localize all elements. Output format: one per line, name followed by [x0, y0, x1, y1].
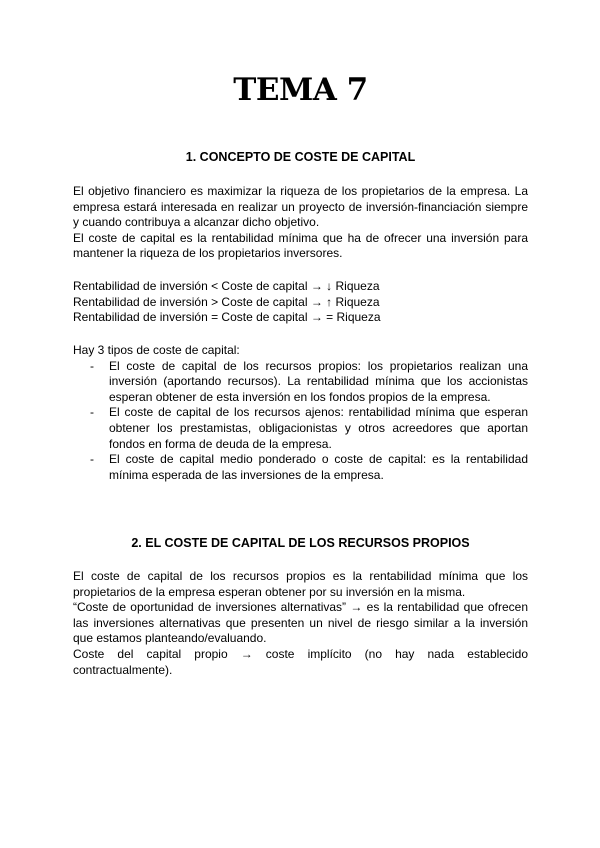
section1-intro [73, 184, 528, 262]
riqueza-rules [73, 279, 528, 326]
section2-paragraph-3: Coste del capital propio → coste implícito (no hay nada establecido contractualmente). [73, 646, 528, 677]
section2-body [73, 569, 528, 678]
rule-line: Rentabilidad de inversión = Coste de capital → = Riqueza [73, 310, 381, 325]
dash-bullet: - [90, 358, 94, 373]
list-item: - El coste de capital medio ponderado o coste de capital: es la rentabilidad mínima esperada de las inversiones de la empresa. [90, 452, 528, 482]
section1-heading: 1. CONCEPTO DE COSTE DE CAPITAL [185, 150, 416, 164]
types-intro: Hay 3 tipos de coste de capital: [73, 343, 240, 357]
list-item: - El coste de capital de los recursos ajenos: rentabilidad mínima que esperan obtener los prestamistas, obligacionistas y otros acreedores que aportan fondos en forma de deuda de la empresa. [90, 405, 528, 451]
capital-types [73, 343, 528, 483]
section1-paragraph-1: El objetivo financiero es maximizar la riqueza de los propietarios de la empresa. La empresa estará interesada en realizar un proyecto de inversión-financiación siempre y cuando contribuya a alcanzar dicho objetivo. [73, 184, 528, 230]
types-list [73, 359, 528, 484]
dash-bullet: - [90, 405, 94, 420]
section1-paragraph-2: El coste de capital es la rentabilidad mínima que ha de ofrecer una inversión para mantener la riqueza de los propietarios inversores. [73, 230, 528, 261]
rule-line: Rentabilidad de inversión > Coste de capital → ↑ Riqueza [73, 294, 380, 309]
rule-line: Rentabilidad de inversión < Coste de capital → ↓ Riqueza [73, 279, 380, 293]
section2-heading: 2. EL COSTE DE CAPITAL DE LOS RECURSOS PROPIOS [131, 536, 470, 550]
section2-paragraph-1: El coste de capital de los recursos propios es la rentabilidad mínima que los propietarios de la empresa esperan obtener por su inversión en la misma. [73, 569, 528, 599]
dash-bullet: - [90, 452, 94, 467]
document-title: TEMA 7 [233, 72, 368, 108]
list-item: - El coste de capital de los recursos propios: los propietarios realizan una inversión (aportando recursos). La rentabilidad mínima que los accionistas esperan obtener de esta inversión en los fondos propios de la empresa. [90, 358, 528, 404]
section2-paragraph-2: “Coste de oportunidad de inversiones alternativas” → es la rentabilidad que ofrecen las inversiones alternativas que presenten un nivel de riesgo similar a la inversión que estamos planteando/evaluando. [73, 600, 528, 646]
